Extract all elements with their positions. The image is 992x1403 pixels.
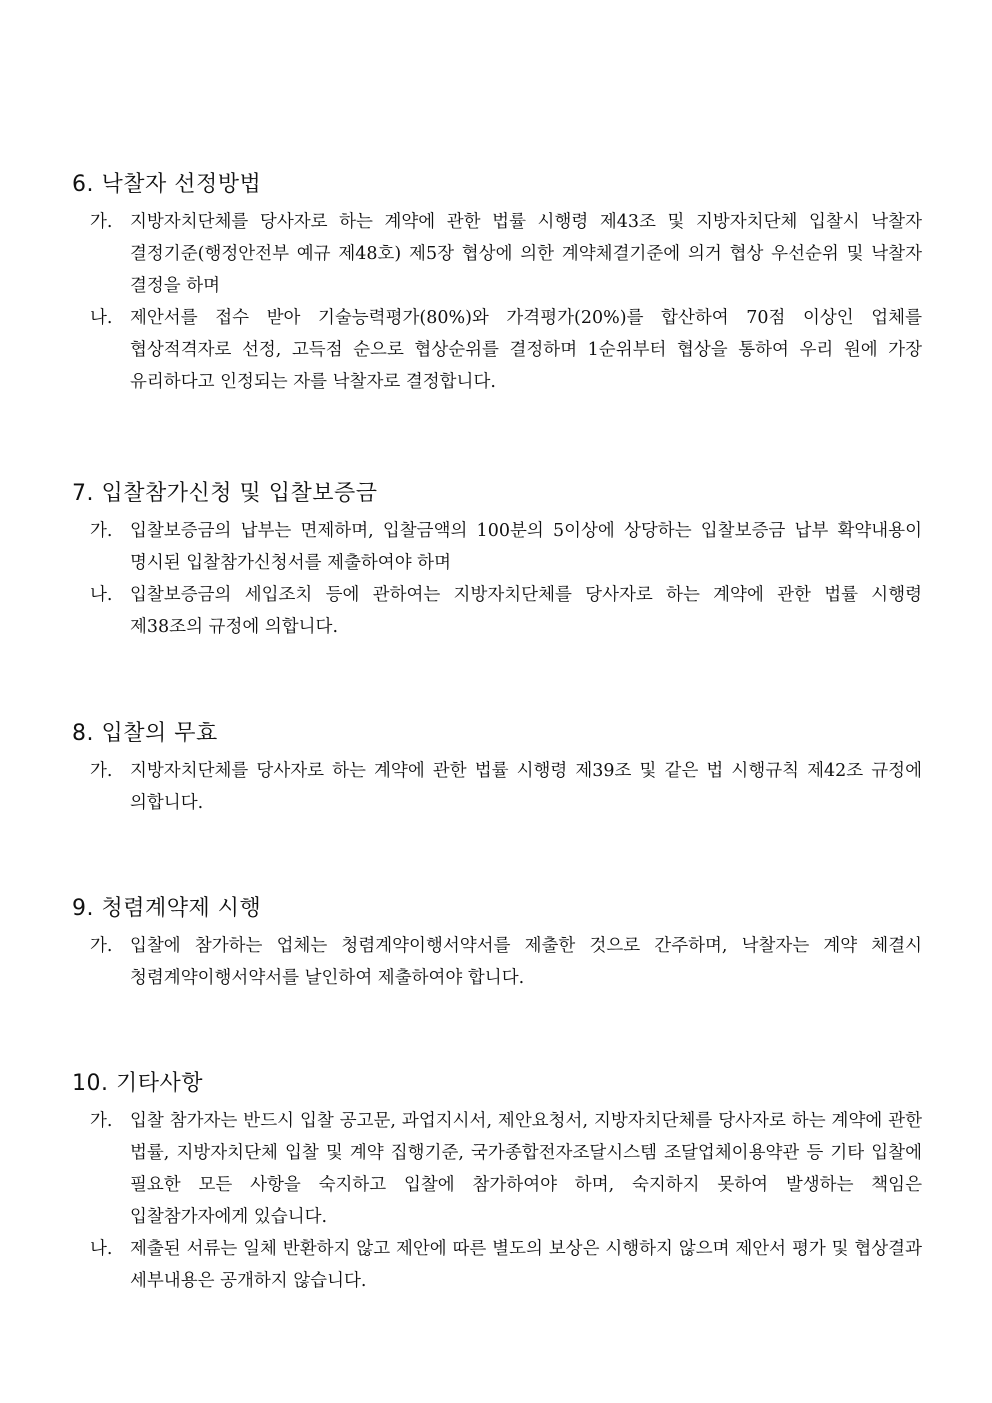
item-list bbox=[72, 515, 922, 643]
list-item bbox=[90, 515, 922, 579]
section-6-winning-bidder-selection bbox=[72, 170, 922, 398]
item-text: 제출된 서류는 일체 반환하지 않고 제안에 따른 별도의 보상은 시행하지 않으며 제안서 평가 및 협상결과 세부내용은 공개하지 않습니다. bbox=[130, 1239, 922, 1291]
list-item bbox=[90, 755, 922, 819]
item-marker: 가. bbox=[90, 521, 113, 541]
item-text: 입찰보증금의 세입조치 등에 관하여는 지방자치단체를 당사자로 하는 계약에 관한 법률 시행령 제38조의 규정에 의합니다. bbox=[130, 585, 922, 637]
list-item bbox=[90, 302, 922, 398]
section-title: 10. 기타사항 bbox=[72, 1071, 203, 1096]
section-7-bid-application-and-deposit bbox=[72, 479, 922, 643]
list-item bbox=[90, 1105, 922, 1233]
list-item bbox=[90, 579, 922, 643]
item-marker: 가. bbox=[90, 1111, 113, 1131]
item-text: 입찰보증금의 납부는 면제하며, 입찰금액의 100분의 5이상에 상당하는 입찰보증금 납부 확약내용이 명시된 입찰참가신청서를 제출하여야 하며 bbox=[130, 521, 922, 573]
section-title: 8. 입찰의 무효 bbox=[72, 721, 218, 746]
list-item bbox=[90, 206, 922, 302]
item-text: 제안서를 접수 받아 기술능력평가(80%)와 가격평가(20%)를 합산하여 70점 이상인 업체를 협상적격자로 선정, 고득점 순으로 협상순위를 결정하며 1순위부터 협상을 통하여 우리 원에 가장 유리하다고 인정되는 자를 낙찰자로 결정합니다. bbox=[130, 308, 922, 392]
item-marker: 가. bbox=[90, 761, 113, 781]
item-text: 입찰에 참가하는 업체는 청렴계약이행서약서를 제출한 것으로 간주하며, 낙찰자는 계약 체결시 청렴계약이행서약서를 날인하여 제출하여야 합니다. bbox=[130, 936, 922, 988]
item-marker: 나. bbox=[90, 308, 113, 328]
item-list bbox=[72, 1105, 922, 1297]
item-list bbox=[72, 206, 922, 398]
section-title: 6. 낙찰자 선정방법 bbox=[72, 172, 262, 197]
list-item bbox=[90, 1233, 922, 1297]
section-10-other-matters bbox=[72, 1069, 922, 1297]
item-text: 지방자치단체를 당사자로 하는 계약에 관한 법률 시행령 제43조 및 지방자치단체 입찰시 낙찰자 결정기준(행정안전부 예규 제48호) 제5장 협상에 의한 계약체결기준에 의거 협상 우선순위 및 낙찰자 결정을 하며 bbox=[130, 212, 922, 296]
item-marker: 가. bbox=[90, 936, 113, 956]
section-8-bid-invalidity bbox=[72, 719, 922, 819]
list-item bbox=[90, 930, 922, 994]
section-title: 9. 청렴계약제 시행 bbox=[72, 896, 262, 921]
item-list bbox=[72, 930, 922, 994]
item-text: 지방자치단체를 당사자로 하는 계약에 관한 법률 시행령 제39조 및 같은 법 시행규칙 제42조 규정에 의합니다. bbox=[130, 761, 922, 813]
item-list bbox=[72, 755, 922, 819]
item-marker: 가. bbox=[90, 212, 113, 232]
item-marker: 나. bbox=[90, 1239, 113, 1259]
section-title: 7. 입찰참가신청 및 입찰보증금 bbox=[72, 481, 378, 506]
item-marker: 나. bbox=[90, 585, 113, 605]
item-text: 입찰 참가자는 반드시 입찰 공고문, 과업지시서, 제안요청서, 지방자치단체를 당사자로 하는 계약에 관한 법률, 지방자치단체 입찰 및 계약 집행기준, 국가종합전자조달시스템 조달업체이용약관 등 기타 입찰에 필요한 모든 사항을 숙지하고 입찰에 참가하여야 하며, 숙지하지 못하여 발생하는 책임은 입찰참가자에게 있습니다. bbox=[130, 1111, 922, 1227]
section-9-integrity-contract bbox=[72, 894, 922, 994]
